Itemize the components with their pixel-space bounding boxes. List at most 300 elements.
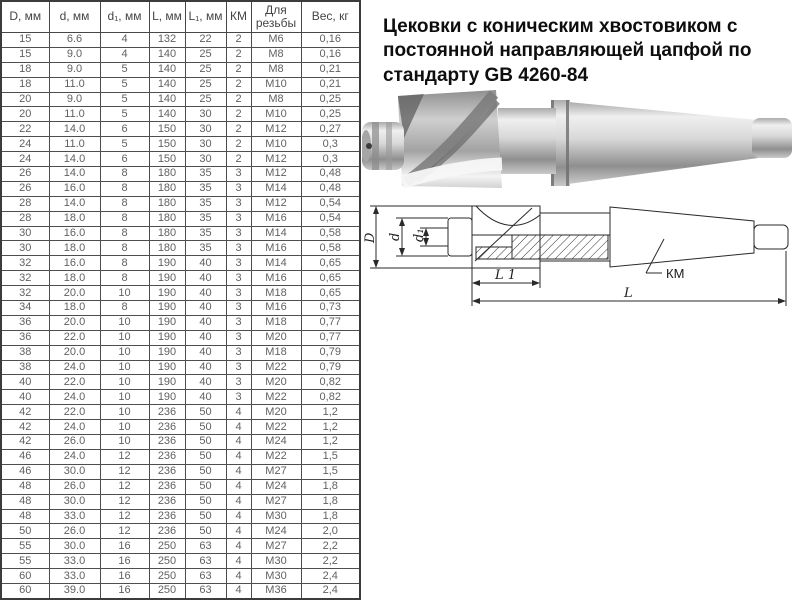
- table-cell: 63: [185, 583, 226, 599]
- table-cell: 3: [226, 271, 251, 286]
- table-row: [1, 47, 360, 62]
- table-cell: 5: [100, 107, 149, 122]
- table-row: [1, 390, 360, 405]
- dim-label-L1: L 1: [495, 268, 517, 283]
- table-cell: 190: [149, 271, 185, 286]
- table-cell: 236: [149, 420, 185, 435]
- table-cell: 236: [149, 464, 185, 479]
- table-cell: 3: [226, 286, 251, 301]
- table-row: [1, 226, 360, 241]
- table-cell: 14.0: [49, 196, 100, 211]
- table-cell: M12: [251, 196, 301, 211]
- table-cell: 0,3: [301, 137, 360, 152]
- table-cell: 40: [185, 315, 226, 330]
- column-header: D, мм: [1, 1, 49, 33]
- table-row: [1, 464, 360, 479]
- table-cell: 4: [226, 479, 251, 494]
- table-cell: 50: [185, 464, 226, 479]
- table-cell: 12: [100, 479, 149, 494]
- table-cell: 190: [149, 360, 185, 375]
- table-row: [1, 539, 360, 554]
- table-cell: 24.0: [49, 449, 100, 464]
- table-cell: 2: [226, 137, 251, 152]
- table-cell: 8: [100, 211, 149, 226]
- table-cell: 1,5: [301, 449, 360, 464]
- table-cell: 40: [185, 256, 226, 271]
- table-cell: 14.0: [49, 152, 100, 167]
- table-cell: M30: [251, 569, 301, 584]
- table-cell: 236: [149, 449, 185, 464]
- table-cell: 42: [1, 405, 49, 420]
- counterbore-tool-photo: [362, 86, 794, 208]
- table-cell: 30: [1, 241, 49, 256]
- table-cell: 20: [1, 92, 49, 107]
- table-cell: 25: [185, 77, 226, 92]
- table-row: [1, 494, 360, 509]
- table-cell: 3: [226, 196, 251, 211]
- table-cell: 190: [149, 286, 185, 301]
- table-cell: 55: [1, 539, 49, 554]
- table-cell: 25: [185, 47, 226, 62]
- table-cell: 38: [1, 345, 49, 360]
- table-cell: 0,27: [301, 122, 360, 137]
- table-cell: 12: [100, 509, 149, 524]
- table-cell: 0,54: [301, 196, 360, 211]
- table-cell: 3: [226, 181, 251, 196]
- table-cell: 4: [226, 494, 251, 509]
- table-cell: 2: [226, 122, 251, 137]
- table-cell: 132: [149, 33, 185, 48]
- table-cell: 190: [149, 301, 185, 316]
- table-cell: 8: [100, 181, 149, 196]
- table-cell: 18: [1, 77, 49, 92]
- table-cell: M20: [251, 405, 301, 420]
- table-cell: 22: [1, 122, 49, 137]
- table-cell: 12: [100, 524, 149, 539]
- table-cell: 10: [100, 315, 149, 330]
- table-cell: 35: [185, 181, 226, 196]
- table-cell: M8: [251, 62, 301, 77]
- table-cell: 2: [226, 62, 251, 77]
- table-cell: 14.0: [49, 122, 100, 137]
- table-row: [1, 554, 360, 569]
- table-cell: 250: [149, 539, 185, 554]
- table-cell: 30.0: [49, 539, 100, 554]
- table-row: [1, 256, 360, 271]
- table-row: [1, 360, 360, 375]
- table-cell: 50: [1, 524, 49, 539]
- table-cell: 42: [1, 420, 49, 435]
- table-cell: 32: [1, 286, 49, 301]
- table-cell: 24.0: [49, 390, 100, 405]
- table-cell: 63: [185, 554, 226, 569]
- table-cell: 3: [226, 301, 251, 316]
- table-cell: 24: [1, 152, 49, 167]
- table-row: [1, 181, 360, 196]
- table-cell: 0,58: [301, 226, 360, 241]
- table-cell: 180: [149, 226, 185, 241]
- table-row: [1, 435, 360, 450]
- table-cell: 3: [226, 360, 251, 375]
- table-cell: 50: [185, 494, 226, 509]
- table-cell: 48: [1, 494, 49, 509]
- table-cell: 0,48: [301, 181, 360, 196]
- table-cell: 3: [226, 315, 251, 330]
- table-cell: 32: [1, 271, 49, 286]
- column-header: Вес, кг: [301, 1, 360, 33]
- table-cell: 1,5: [301, 464, 360, 479]
- table-cell: 36: [1, 330, 49, 345]
- tool-shank: [568, 102, 792, 184]
- spec-table: [0, 0, 361, 600]
- table-cell: 4: [226, 554, 251, 569]
- table-cell: 0,58: [301, 241, 360, 256]
- table-cell: 5: [100, 77, 149, 92]
- table-row: [1, 271, 360, 286]
- table-cell: 42: [1, 435, 49, 450]
- table-cell: 12: [100, 464, 149, 479]
- drawing-pilot: [448, 218, 472, 256]
- table-cell: 20.0: [49, 315, 100, 330]
- table-cell: 6: [100, 152, 149, 167]
- table-cell: M24: [251, 479, 301, 494]
- table-cell: M30: [251, 554, 301, 569]
- table-row: [1, 524, 360, 539]
- table-cell: 10: [100, 286, 149, 301]
- table-cell: 50: [185, 479, 226, 494]
- table-cell: 26.0: [49, 435, 100, 450]
- table-cell: 11.0: [49, 77, 100, 92]
- table-cell: 0,21: [301, 77, 360, 92]
- table-cell: 3: [226, 167, 251, 182]
- table-cell: 22.0: [49, 375, 100, 390]
- table-cell: 4: [226, 420, 251, 435]
- table-cell: 16.0: [49, 226, 100, 241]
- column-header: L₁, мм: [185, 1, 226, 33]
- table-cell: 8: [100, 241, 149, 256]
- table-cell: 1,2: [301, 405, 360, 420]
- table-cell: 0,25: [301, 92, 360, 107]
- table-cell: 26: [1, 167, 49, 182]
- table-cell: 63: [185, 569, 226, 584]
- table-cell: 55: [1, 554, 49, 569]
- table-cell: 40: [185, 330, 226, 345]
- table-cell: 180: [149, 241, 185, 256]
- table-cell: 0,65: [301, 271, 360, 286]
- table-cell: 1,8: [301, 494, 360, 509]
- table-cell: 0,54: [301, 211, 360, 226]
- table-cell: M22: [251, 420, 301, 435]
- table-cell: 1,2: [301, 435, 360, 450]
- table-cell: M22: [251, 360, 301, 375]
- table-cell: 60: [1, 569, 49, 584]
- table-cell: 190: [149, 345, 185, 360]
- table-cell: 0,21: [301, 62, 360, 77]
- table-cell: 236: [149, 494, 185, 509]
- table-cell: 190: [149, 256, 185, 271]
- table-cell: M27: [251, 539, 301, 554]
- table-cell: 3: [226, 256, 251, 271]
- table-cell: M10: [251, 107, 301, 122]
- dimension-drawing: [362, 197, 792, 335]
- table-cell: 0,65: [301, 286, 360, 301]
- table-cell: 24.0: [49, 420, 100, 435]
- table-row: [1, 137, 360, 152]
- table-cell: M20: [251, 375, 301, 390]
- table-cell: 0,77: [301, 315, 360, 330]
- table-cell: M22: [251, 390, 301, 405]
- table-cell: 190: [149, 390, 185, 405]
- table-row: [1, 569, 360, 584]
- table-cell: 50: [185, 509, 226, 524]
- table-cell: 18.0: [49, 271, 100, 286]
- table-cell: 10: [100, 375, 149, 390]
- table-cell: 0,65: [301, 256, 360, 271]
- table-row: [1, 92, 360, 107]
- table-cell: 9.0: [49, 92, 100, 107]
- table-cell: 40: [185, 271, 226, 286]
- table-cell: 0,3: [301, 152, 360, 167]
- table-cell: 8: [100, 271, 149, 286]
- table-cell: 150: [149, 122, 185, 137]
- table-cell: M24: [251, 435, 301, 450]
- table-cell: 8: [100, 196, 149, 211]
- table-cell: 9.0: [49, 62, 100, 77]
- table-cell: 36: [1, 315, 49, 330]
- table-cell: 2,2: [301, 539, 360, 554]
- table-cell: 48: [1, 509, 49, 524]
- table-cell: 26.0: [49, 524, 100, 539]
- table-row: [1, 241, 360, 256]
- table-row: [1, 286, 360, 301]
- table-cell: 4: [100, 47, 149, 62]
- table-cell: 10: [100, 435, 149, 450]
- table-cell: M14: [251, 181, 301, 196]
- table-cell: 16: [100, 569, 149, 584]
- drawing-tang: [754, 225, 788, 249]
- table-cell: 0,82: [301, 375, 360, 390]
- tool-step: [498, 108, 556, 174]
- table-cell: 28: [1, 211, 49, 226]
- table-cell: 20.0: [49, 286, 100, 301]
- table-cell: M12: [251, 152, 301, 167]
- table-row: [1, 62, 360, 77]
- table-cell: 3: [226, 226, 251, 241]
- table-cell: 24: [1, 137, 49, 152]
- table-cell: 30.0: [49, 464, 100, 479]
- table-cell: 15: [1, 33, 49, 48]
- table-cell: 0,77: [301, 330, 360, 345]
- table-cell: 0,79: [301, 345, 360, 360]
- table-cell: 28: [1, 196, 49, 211]
- table-cell: 2: [226, 107, 251, 122]
- table-cell: 236: [149, 509, 185, 524]
- table-cell: 2,4: [301, 569, 360, 584]
- table-cell: 35: [185, 196, 226, 211]
- table-cell: 5: [100, 92, 149, 107]
- table-cell: 50: [185, 524, 226, 539]
- table-cell: 30: [1, 226, 49, 241]
- table-cell: 4: [226, 449, 251, 464]
- table-cell: 4: [226, 569, 251, 584]
- table-cell: 20.0: [49, 345, 100, 360]
- table-cell: 1,2: [301, 420, 360, 435]
- table-cell: M30: [251, 509, 301, 524]
- table-cell: 4: [226, 405, 251, 420]
- table-cell: M12: [251, 122, 301, 137]
- table-cell: 2: [226, 77, 251, 92]
- table-cell: 6.6: [49, 33, 100, 48]
- table-cell: M8: [251, 47, 301, 62]
- table-cell: 10: [100, 405, 149, 420]
- table-cell: 11.0: [49, 107, 100, 122]
- dim-label-D: D: [363, 232, 378, 243]
- table-cell: 3: [226, 211, 251, 226]
- table-cell: 2: [226, 92, 251, 107]
- table-row: [1, 315, 360, 330]
- table-cell: 38: [1, 360, 49, 375]
- table-cell: 40: [1, 375, 49, 390]
- table-cell: 33.0: [49, 569, 100, 584]
- dim-label-d: d: [388, 232, 403, 241]
- table-cell: 1,8: [301, 509, 360, 524]
- table-header-row: [1, 1, 360, 33]
- table-cell: 26.0: [49, 479, 100, 494]
- table-cell: M27: [251, 464, 301, 479]
- table-cell: 10: [100, 420, 149, 435]
- table-cell: 16: [100, 583, 149, 599]
- table-cell: M10: [251, 77, 301, 92]
- column-header: КМ: [226, 1, 251, 33]
- table-cell: 40: [185, 360, 226, 375]
- column-header: L, мм: [149, 1, 185, 33]
- table-cell: 0,25: [301, 107, 360, 122]
- table-row: [1, 301, 360, 316]
- table-cell: M16: [251, 211, 301, 226]
- table-cell: 10: [100, 360, 149, 375]
- table-cell: 8: [100, 167, 149, 182]
- table-cell: 50: [185, 420, 226, 435]
- table-cell: M10: [251, 137, 301, 152]
- table-cell: 25: [185, 92, 226, 107]
- table-cell: 63: [185, 539, 226, 554]
- table-cell: 8: [100, 301, 149, 316]
- table-cell: M24: [251, 524, 301, 539]
- table-cell: 40: [185, 345, 226, 360]
- dim-label-d1: d₁: [412, 228, 427, 242]
- table-cell: 35: [185, 167, 226, 182]
- table-row: [1, 77, 360, 92]
- table-cell: M36: [251, 583, 301, 599]
- table-cell: M27: [251, 494, 301, 509]
- table-cell: 180: [149, 211, 185, 226]
- table-cell: 8: [100, 226, 149, 241]
- table-cell: 236: [149, 479, 185, 494]
- column-header: Для резьбы: [251, 1, 301, 33]
- table-cell: 12: [100, 449, 149, 464]
- table-cell: 0,73: [301, 301, 360, 316]
- table-cell: 250: [149, 583, 185, 599]
- table-cell: 20: [1, 107, 49, 122]
- table-cell: 35: [185, 226, 226, 241]
- table-cell: 26: [1, 181, 49, 196]
- table-cell: M14: [251, 256, 301, 271]
- table-cell: 16.0: [49, 256, 100, 271]
- table-row: [1, 420, 360, 435]
- table-cell: 1,8: [301, 479, 360, 494]
- table-cell: 2: [226, 47, 251, 62]
- table-cell: M8: [251, 92, 301, 107]
- table-cell: 5: [100, 137, 149, 152]
- table-cell: 25: [185, 62, 226, 77]
- table-cell: 2,2: [301, 554, 360, 569]
- table-cell: 11.0: [49, 137, 100, 152]
- table-cell: 32: [1, 256, 49, 271]
- table-cell: 39.0: [49, 583, 100, 599]
- table-cell: 0,16: [301, 47, 360, 62]
- table-cell: 33.0: [49, 509, 100, 524]
- table-cell: 30: [185, 152, 226, 167]
- table-cell: 2,0: [301, 524, 360, 539]
- table-row: [1, 152, 360, 167]
- table-row: [1, 375, 360, 390]
- table-cell: 3: [226, 390, 251, 405]
- table-cell: 18: [1, 62, 49, 77]
- table-cell: 18.0: [49, 301, 100, 316]
- table-cell: 150: [149, 152, 185, 167]
- table-cell: 40: [185, 286, 226, 301]
- table-cell: 50: [185, 449, 226, 464]
- table-cell: 22.0: [49, 405, 100, 420]
- table-cell: 40: [185, 375, 226, 390]
- table-cell: M12: [251, 167, 301, 182]
- table-row: [1, 122, 360, 137]
- table-cell: 16: [100, 554, 149, 569]
- table-row: [1, 405, 360, 420]
- table-row: [1, 509, 360, 524]
- table-cell: 9.0: [49, 47, 100, 62]
- column-header: d₁, мм: [100, 1, 149, 33]
- table-row: [1, 479, 360, 494]
- table-cell: 0,48: [301, 167, 360, 182]
- table-cell: M16: [251, 271, 301, 286]
- table-cell: M16: [251, 301, 301, 316]
- table-cell: 16: [100, 539, 149, 554]
- table-cell: 3: [226, 241, 251, 256]
- table-row: [1, 449, 360, 464]
- table-cell: 50: [185, 435, 226, 450]
- table-cell: M22: [251, 449, 301, 464]
- column-header: d, мм: [49, 1, 100, 33]
- table-cell: 250: [149, 569, 185, 584]
- table-cell: M20: [251, 330, 301, 345]
- table-cell: 15: [1, 47, 49, 62]
- table-cell: 236: [149, 524, 185, 539]
- table-cell: 180: [149, 181, 185, 196]
- table-row: [1, 167, 360, 182]
- table-cell: 140: [149, 107, 185, 122]
- table-cell: 140: [149, 47, 185, 62]
- table-row: [1, 330, 360, 345]
- table-cell: 3: [226, 345, 251, 360]
- drawing-taper-shank: [610, 207, 754, 267]
- table-row: [1, 583, 360, 599]
- table-cell: 30: [185, 107, 226, 122]
- table-cell: 16.0: [49, 181, 100, 196]
- table-row: [1, 211, 360, 226]
- table-cell: 35: [185, 211, 226, 226]
- table-cell: 4: [226, 509, 251, 524]
